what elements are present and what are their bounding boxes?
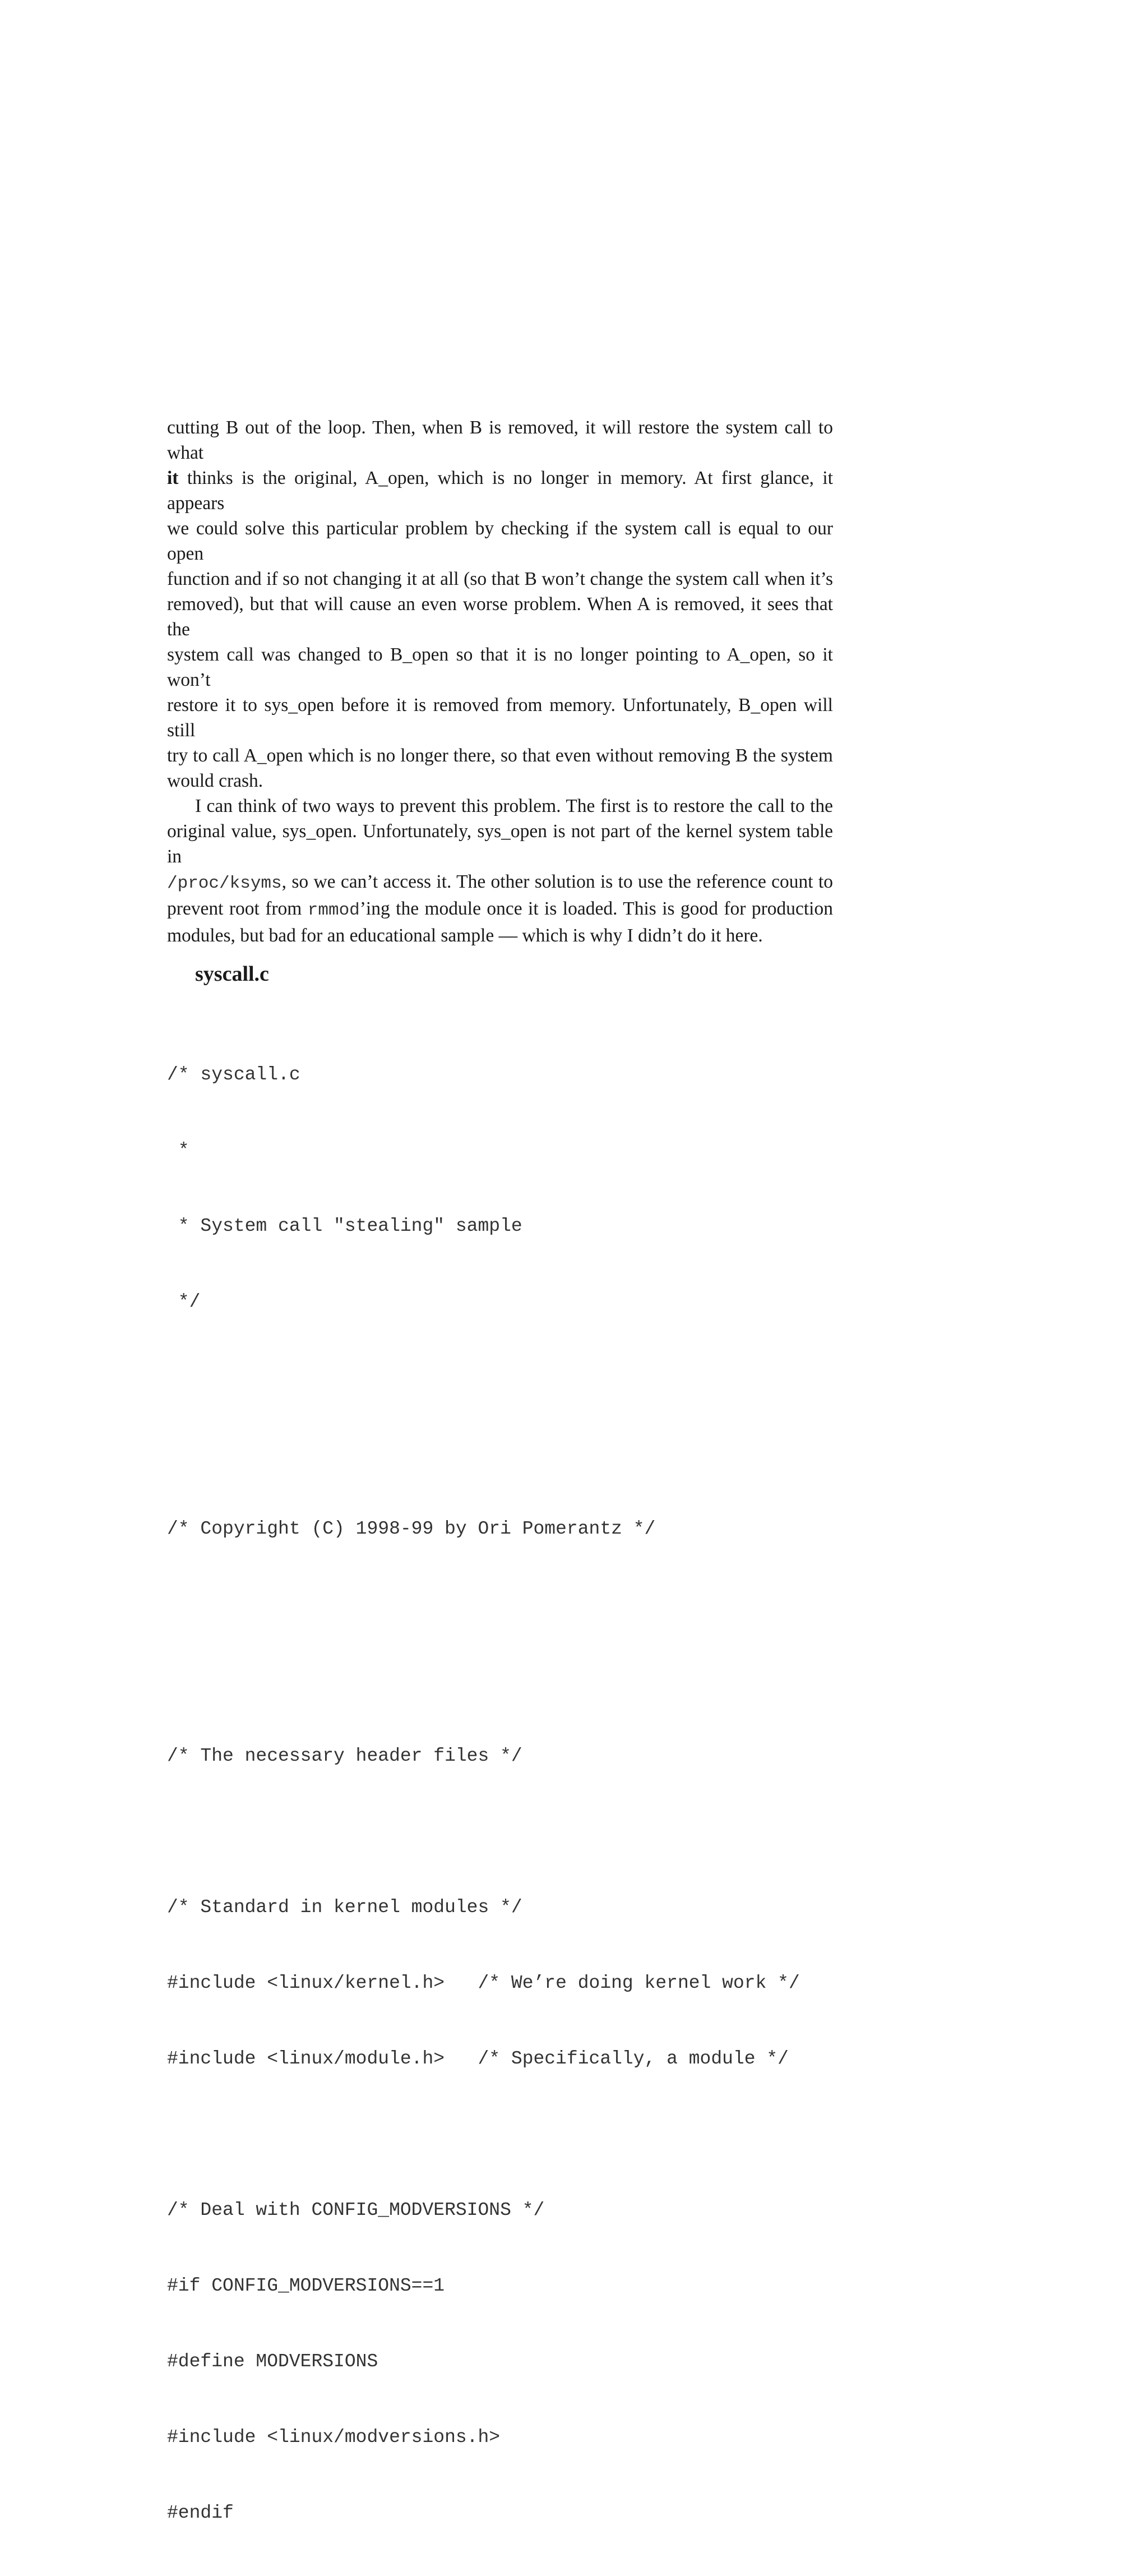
p1-line-9: would crash. xyxy=(167,770,263,791)
p2-line-4-text: ’ing the module once it is loaded. This is good for production xyxy=(359,898,833,919)
code-line: #endif xyxy=(167,2503,234,2523)
p2-line-2: original value, sys_open. Unfortunately, sys_open is not part of the kernel system table in xyxy=(167,821,833,867)
code-line: #if CONFIG_MODVERSIONS==1 xyxy=(167,2275,445,2296)
p2-line-4 xyxy=(167,896,833,923)
code-line xyxy=(167,1819,833,1844)
code-line: #include <linux/module.h> /* Specifically, a module */ xyxy=(167,2048,789,2069)
bold-it: it xyxy=(167,468,179,488)
p1-line-7: restore it to sys_open before it is removed from memory. Unfortunately, B_open will still xyxy=(167,695,833,741)
rmmod-command: rmmod xyxy=(307,901,360,920)
code-line: #define MODVERSIONS xyxy=(167,2351,378,2372)
code-line: /* Deal with CONFIG_MODVERSIONS */ xyxy=(167,2200,545,2220)
code-line: #include <linux/kernel.h> /* We’re doing kernel work */ xyxy=(167,1973,800,1993)
p2-line-3-text: , so we can’t access it. The other solution is to use the reference count to xyxy=(281,871,833,892)
p1-line-2-text: thinks is the original, A_open, which is no longer in memory. At first glance, it appears xyxy=(167,468,834,514)
p1-line-4: function and if so not changing it at all (so that B won’t change the system call when it’s xyxy=(167,569,833,589)
code-line: /* The necessary header files */ xyxy=(167,1746,522,1766)
p1-line-3: we could solve this particular problem by checking if the system call is equal to our open xyxy=(167,518,833,564)
p1-line-1: cutting B out of the loop. Then, when B is removed, it will restore the system call to what xyxy=(167,417,833,463)
code-line: /* Copyright (C) 1998-99 by Ori Pomerantz */ xyxy=(167,1518,656,1539)
section-title: syscall.c xyxy=(195,962,269,986)
code-line: #include <linux/modversions.h> xyxy=(167,2427,501,2448)
code-line xyxy=(167,1668,833,1693)
p1-line-6: system call was changed to B_open so that it is no longer pointing to A_open, so it won’t xyxy=(167,644,833,690)
p1-line-5: removed), but that will cause an even worse problem. When A is removed, it sees that the xyxy=(167,594,833,640)
p2-line-4-pre: prevent root from xyxy=(167,898,308,919)
paragraph-1 xyxy=(167,415,833,793)
p2-line-3 xyxy=(167,869,833,896)
code-line xyxy=(167,1592,833,1617)
code-line: /* Standard in kernel modules */ xyxy=(167,1897,522,1918)
code-line xyxy=(167,1365,833,1390)
proc-ksyms-path: /proc/ksyms xyxy=(167,874,282,893)
code-line: */ xyxy=(167,1291,201,1312)
code-line: * xyxy=(167,1140,189,1161)
code-line: /* syscall.c xyxy=(167,1064,300,1085)
p2-line-1: I can think of two ways to prevent this problem. The first is to restore the call to the xyxy=(195,796,833,816)
p1-line-2 xyxy=(167,465,833,516)
code-line xyxy=(167,2122,833,2147)
paragraph-2 xyxy=(167,793,833,948)
page-body xyxy=(167,415,833,2576)
code-line xyxy=(167,1441,833,1466)
code-line: * System call "stealing" sample xyxy=(167,1216,522,1236)
p1-line-8: try to call A_open which is no longer there, so that even without removing B the system xyxy=(167,745,833,766)
code-listing xyxy=(167,1012,833,2576)
p2-line-5: modules, but bad for an educational sample — which is why I didn’t do it here. xyxy=(167,925,763,946)
